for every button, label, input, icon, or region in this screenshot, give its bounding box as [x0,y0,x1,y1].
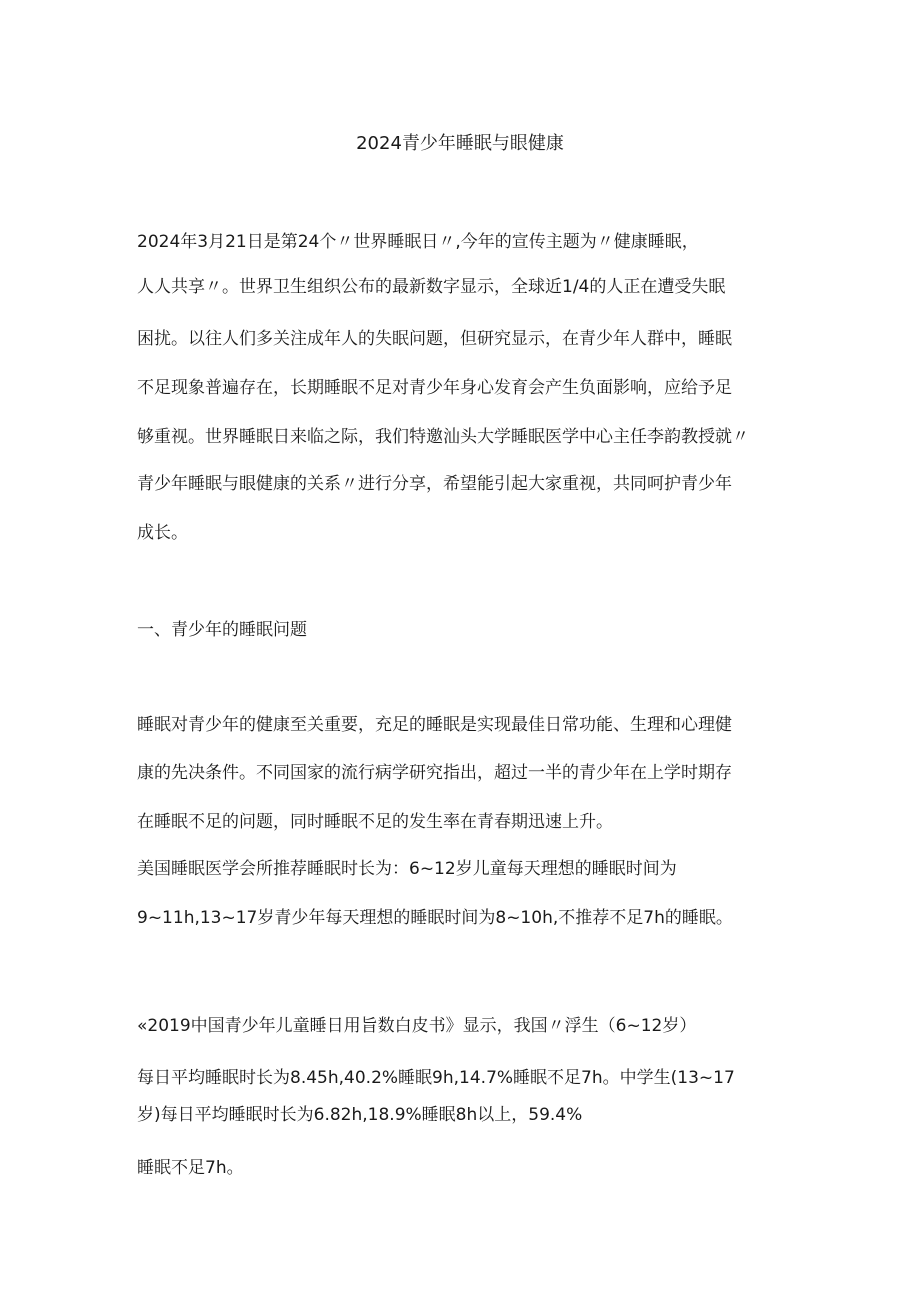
paragraph-line: 每日平均睡眠时长为8.45h,40.2%睡眠9h,14.7%睡眠不足7h。中学生(13~17 [137,1068,735,1088]
intro-line: 青少年睡眠与眼健康的关系〃进行分享，希望能引起大家重视，共同呵护青少年 [137,474,732,494]
intro-line: 够重视。世界睡眠日来临之际，我们特邀汕头大学睡眠医学中心主任李韵教授就〃 [137,427,749,447]
intro-line: 成长。 [137,523,188,543]
paragraph-line: 美国睡眠医学会所推荐睡眠时长为：6~12岁儿童每天理想的睡眠时间为 [137,859,677,879]
intro-line: 困扰。以往人们多关注成年人的失眠问题，但研究显示，在青少年人群中，睡眠 [137,329,732,349]
paragraph-line: 9~11h,13~17岁青少年每天理想的睡眠时间为8~10h,不推荐不足7h的睡眠。 [137,908,733,928]
paragraph-line: 康的先决条件。不同国家的流行病学研究指出，超过一半的青少年在上学时期存 [137,763,732,783]
intro-line: 不足现象普遍存在，长期睡眠不足对青少年身心发育会产生负面影响，应给予足 [137,378,732,398]
intro-line: 2024年3月21日是第24个〃世界睡眠日〃,今年的宣传主题为〃健康睡眠， [137,232,699,252]
intro-line: 人人共享〃。世界卫生组织公布的最新数字显示，全球近1/4的人正在遭受失眠 [137,277,726,297]
paragraph-line: 岁)每日平均睡眠时长为6.82h,18.9%睡眠8h以上，59.4% [137,1105,583,1125]
section-heading: 一、青少年的睡眠问题 [137,620,307,640]
document-title: 2024青少年睡眠与眼健康 [356,133,564,154]
paragraph-line: «2019中国青少年儿童睡日用旨数白皮书》显示，我国〃浮生（6~12岁） [137,1016,697,1036]
paragraph-line: 睡眠对青少年的健康至关重要，充足的睡眠是实现最佳日常功能、生理和心理健 [137,715,732,735]
paragraph-line: 在睡眠不足的问题，同时睡眠不足的发生率在青春期迅速上升。 [137,812,613,832]
paragraph-line: 睡眠不足7h。 [137,1158,244,1178]
